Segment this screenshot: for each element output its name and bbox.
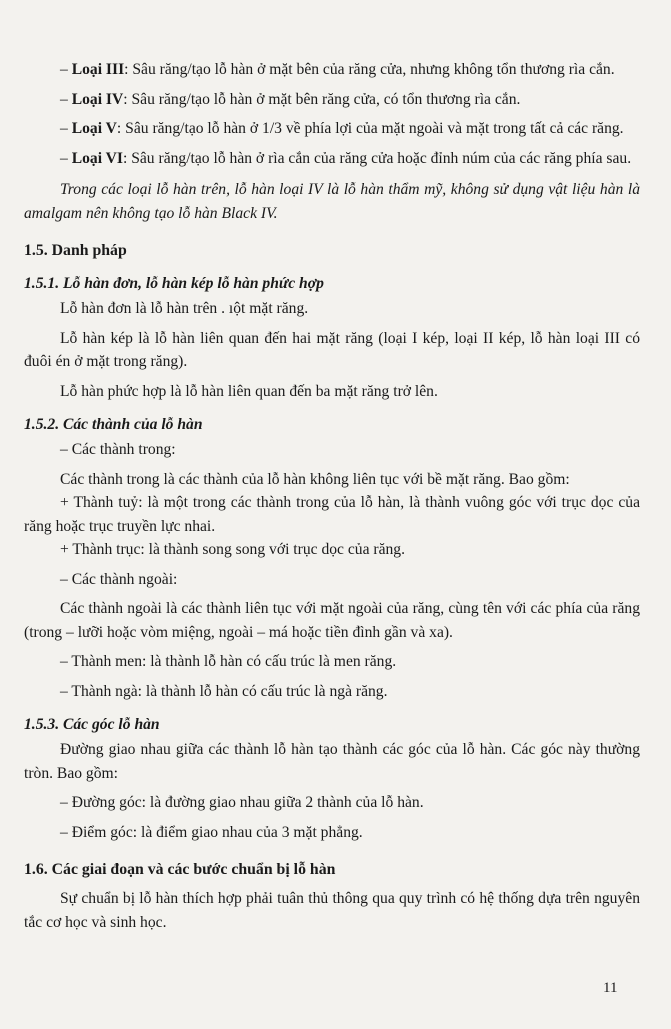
loai-v-item: – Loại V: Sâu răng/tạo lỗ hàn ở 1/3 về phía lợi của mặt ngoài và mặt trong tất cả các răng.	[60, 120, 624, 137]
loai-vi-item: – Loại VI: Sâu răng/tạo lỗ hàn ở rìa cắn của răng cửa hoặc đỉnh núm của các răng phía sau.	[60, 149, 632, 167]
thanh-nga-item: – Thành ngà: là thành lỗ hàn có cấu trúc là ngà răng.	[60, 682, 388, 700]
lo-han-don-paragraph: Lỗ hàn đơn là lỗ hàn trên . ıột mặt răng.	[60, 300, 309, 317]
thanh-tuy-item: + Thành tuỷ: là một trong các thành trong của lỗ hàn, là thành vuông góc với trục dọc của răng hoặc trục truyền lực nhai.	[24, 494, 640, 535]
loai-iv-label: Loại IV	[71, 90, 124, 108]
section-1-5-3-heading: 1.5.3. Các góc lỗ hàn	[24, 716, 160, 733]
section-1-5-heading: 1.5. Danh pháp	[24, 242, 127, 259]
thanh-ngoai-definition: Các thành ngoài là các thành liên tục với mặt ngoài của răng, cùng tên với các phía của răng (trong – lưỡi hoặc vòm miệng, ngoài – má hoặc tiền đình gần và xa).	[24, 600, 640, 641]
section-1-6-heading: 1.6. Các giai đoạn và các bước chuẩn bị lỗ hàn	[24, 861, 336, 878]
goc-lo-han-paragraph: Đường giao nhau giữa các thành lỗ hàn tạo thành các góc của lỗ hàn. Các góc này thường tròn. Bao gồm:	[24, 741, 640, 782]
page-body	[24, 58, 640, 934]
section-1-5-1-heading: 1.5.1. Lỗ hàn đơn, lỗ hàn kép lỗ hàn phức hợp	[24, 275, 324, 292]
thanh-truc-item: + Thành trục: là thành song song với trục dọc của răng.	[60, 541, 406, 558]
section-1-5-2-heading: 1.5.2. Các thành của lỗ hàn	[24, 416, 203, 433]
thanh-trong-definition: Các thành trong là các thành của lỗ hàn không liên tục với bề mặt răng. Bao gồm:	[60, 470, 570, 488]
lo-han-phuc-hop-paragraph: Lỗ hàn phức hợp là lỗ hàn liên quan đến ba mặt răng trở lên.	[60, 382, 438, 400]
loai-v-label: Loại V	[71, 120, 117, 137]
thanh-ngoai-label: – Các thành ngoài:	[60, 570, 178, 588]
section-1-6-paragraph: Sự chuẩn bị lỗ hàn thích hợp phải tuân thủ thông qua quy trình có hệ thống dựa trên nguyên tắc cơ học và sinh học.	[24, 890, 640, 931]
loai-vi-label: Loại VI	[71, 149, 123, 167]
thanh-trong-label: – Các thành trong:	[60, 441, 176, 458]
lo-han-kep-paragraph: Lỗ hàn kép là lỗ hàn liên quan đến hai mặt răng (loại I kép, loại II kép, lỗ hàn loại III có đuôi én ở mặt trong răng).	[24, 329, 640, 370]
loai-iii-label: Loại III	[71, 61, 125, 78]
black-iv-note: Trong các loại lỗ hàn trên, lỗ hàn loại IV là lỗ hàn thẩm mỹ, không sử dụng vật liệu hàn là amalgam nên không tạo lỗ hàn Black IV.	[24, 181, 640, 222]
thanh-men-item: – Thành men: là thành lỗ hàn có cấu trúc là men răng.	[60, 653, 397, 670]
loai-iii-item: – Loại III: Sâu răng/tạo lỗ hàn ở mặt bên của răng cửa, nhưng không tổn thương rìa cắn.	[60, 61, 615, 78]
loai-iv-item: – Loại IV: Sâu răng/tạo lỗ hàn ở mặt bên răng cửa, có tổn thương rìa cắn.	[60, 90, 521, 108]
duong-goc-item: – Đường góc: là đường giao nhau giữa 2 thành của lỗ hàn.	[60, 794, 424, 811]
diem-goc-item: – Điểm góc: là điểm giao nhau của 3 mặt phẳng.	[60, 823, 363, 841]
page-number: 11	[603, 980, 618, 996]
